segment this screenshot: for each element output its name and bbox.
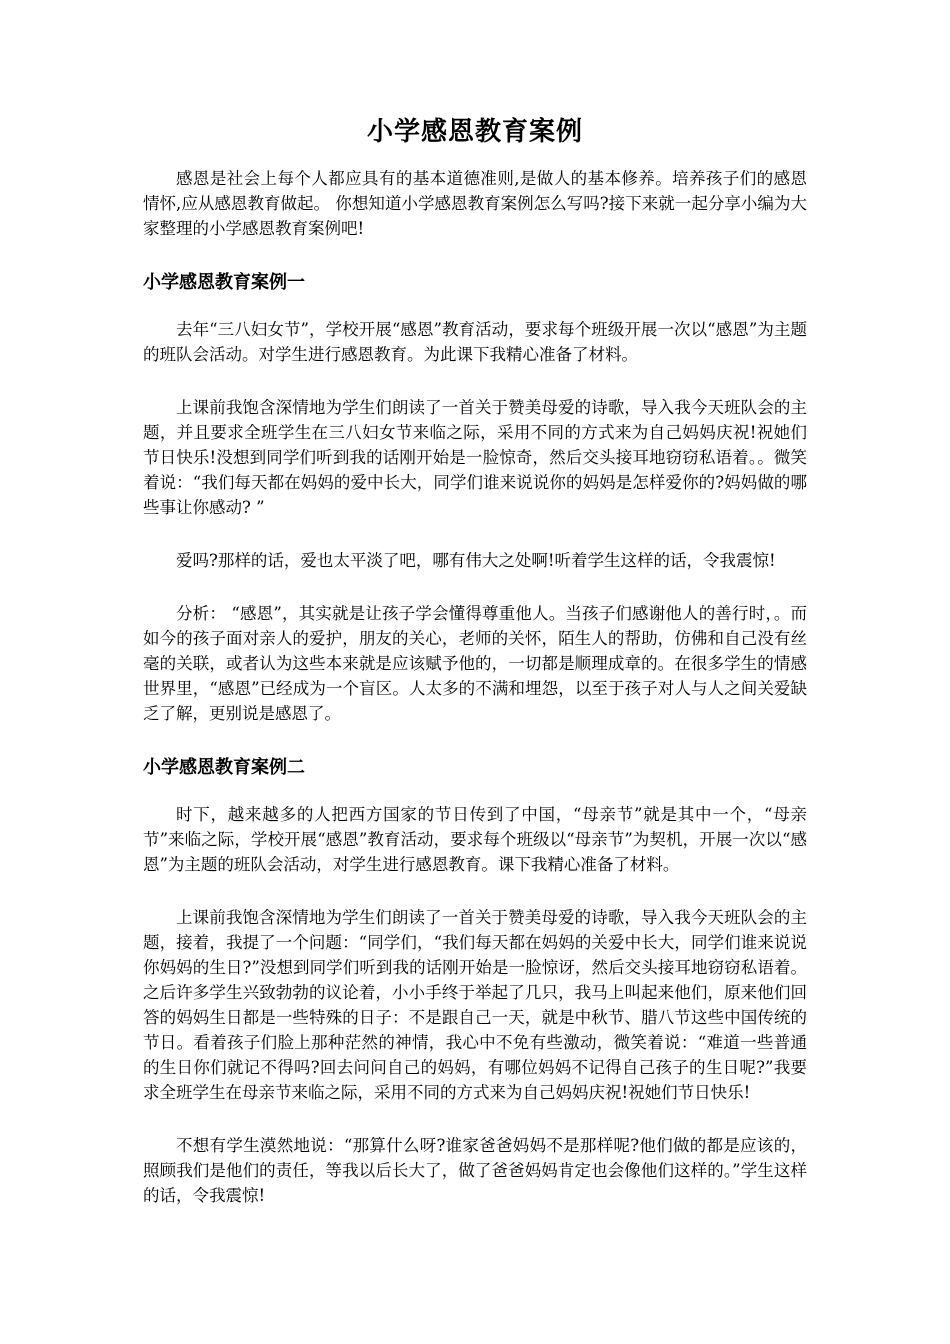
document-title: 小学感恩教育案例 (366, 117, 583, 147)
section-heading: 小学感恩教育案例一 (143, 272, 305, 293)
document-page (143, 112, 807, 1236)
section-heading: 小学感恩教育案例二 (143, 757, 305, 778)
body-paragraph: 不想有学生漠然地说：“那算什么呀?谁家爸爸妈妈不是那样呢?他们做的都是应该的，照顾我们是他们的责任，等我以后长大了，做了爸爸妈妈肯定也会像他们这样的。”学生这样的话，令我震惊! (143, 1136, 807, 1205)
body-paragraph: 上课前我饱含深情地为学生们朗读了一首关于赞美母爱的诗歌，导入我今天班队会的主题，接着，我提了一个问题：“同学们，“我们每天都在妈妈的关爱中长大，同学们谁来说说你妈妈的生日?”没想到同学们听到我的话刚开始是一脸惊讶，然后交头接耳地窃窃私语着。之后许多学生兴致勃勃的议论着，小小手终于举起了几只，我马上叫起来他们，原来他们回答的妈妈生日都是一些特殊的日子：不是跟自己一天，就是中秋节、腊八节这些中国传统的节日。看着孩子们脸上那种茫然的神情，我心中不免有些激动，微笑着说：“难道一些普通的生日你们就记不得吗?回去问问自己的妈妈，有哪位妈妈不记得自己孩子的生日呢?”我要求全班学生在母亲节来临之际，采用不同的方式来为自己妈妈庆祝!祝她们节日快乐! (143, 908, 807, 1102)
body-paragraph: 去年“三八妇女节”，学校开展“感恩”教育活动，要求每个班级开展一次以“感恩”为主题的班队会活动。对学生进行感恩教育。为此课下我精心准备了材料。 (143, 320, 807, 364)
body-paragraph: 分析： “感恩”，其实就是让孩子学会懂得尊重他人。当孩子们感谢他人的善行时，。而如今的孩子面对亲人的爱护，朋友的关心，老师的关怀，陌生人的帮助，仿佛和自己没有丝毫的关联，或者认为这些本来就是应该赋予他的，一切都是顺理成章的。在很多学生的情感世界里，“感恩”已经成为一个盲区。人太多的不满和埋怨，以至于孩子对人与人之间关爱缺乏了解，更别说是感恩了。 (143, 604, 807, 723)
body-paragraph: 时下，越来越多的人把西方国家的节日传到了中国，“母亲节”就是其中一个，“母亲节”来临之际，学校开展“感恩”教育活动，要求每个班级以“母亲节”为契机，开展一次以“感恩”为主题的班队会活动，对学生进行感恩教育。课下我精心准备了材料。 (143, 805, 807, 874)
section-case-one (143, 269, 807, 726)
body-paragraph: 上课前我饱含深情地为学生们朗读了一首关于赞美母爱的诗歌，导入我今天班队会的主题，并且要求全班学生在三八妇女节来临之际，采用不同的方式来为自己妈妈庆祝!祝她们节日快乐!没想到同学们听到我的话刚开始是一脸惊奇，然后交头接耳地窃窃私语着。。微笑着说：“我们每天都在妈妈的爱中长大，同学们谁来说说你的妈妈是怎样爱你的?妈妈做的哪些事让你感动? ” (143, 398, 807, 517)
body-paragraph: 爱吗?那样的话，爱也太平淡了吧，哪有伟大之处啊!听着学生这样的话，令我震惊! (176, 551, 776, 570)
section-case-two (143, 754, 807, 1208)
intro-paragraph: 感恩是社会上每个人都应具有的基本道德准则,是做人的基本修养。培养孩子们的感恩情怀,应从感恩教育做起。 你想知道小学感恩教育案例怎么写吗?接下来就一起分享小编为大家整理的小学感恩教育案例吧! (143, 169, 807, 238)
